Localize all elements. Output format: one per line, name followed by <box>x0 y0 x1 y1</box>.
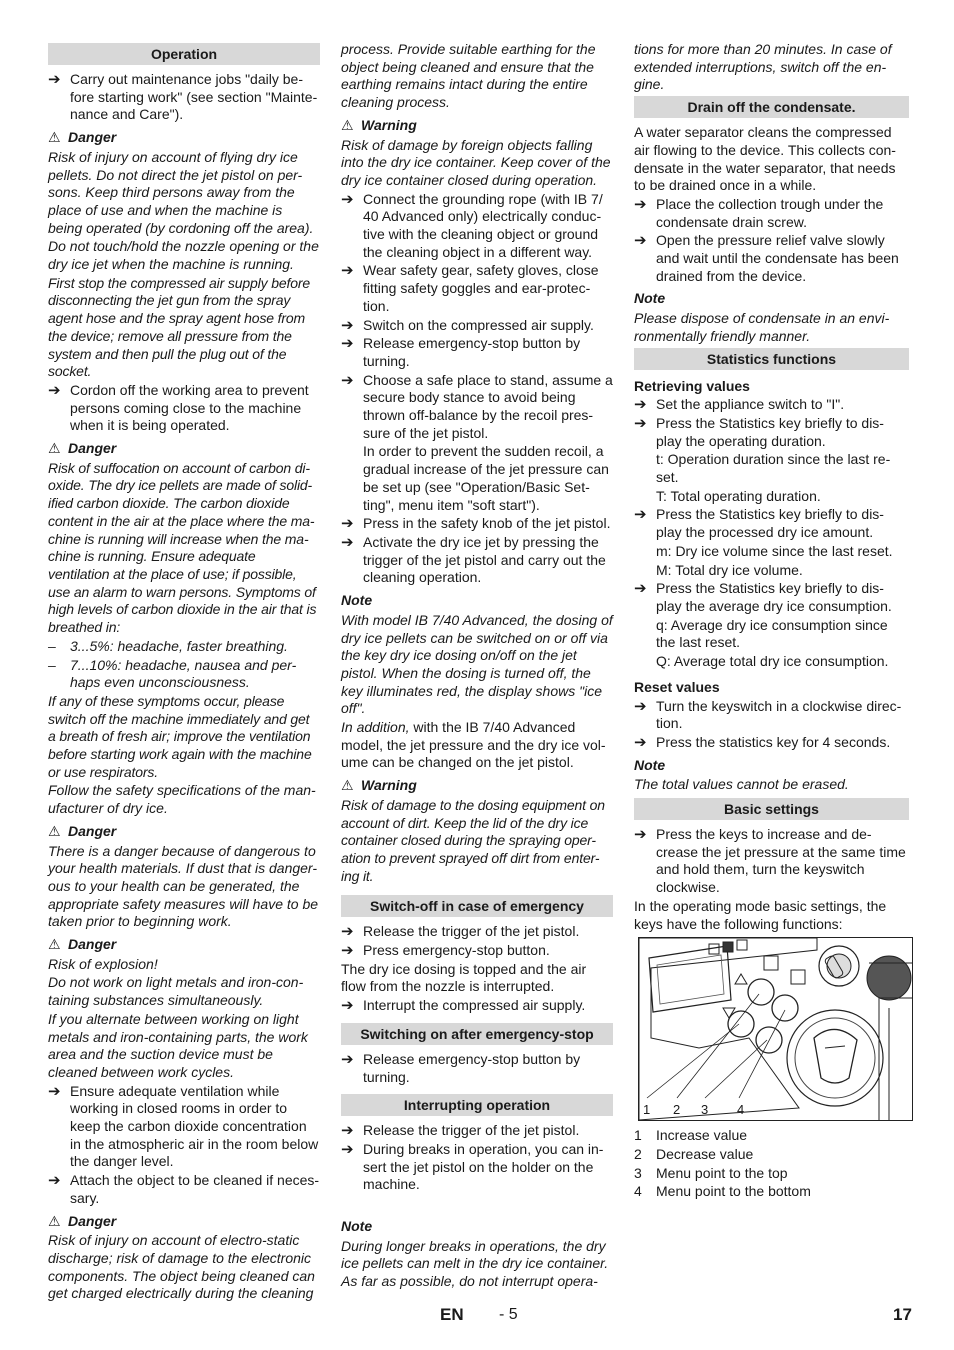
arrow-right-icon: ➔ <box>634 826 647 844</box>
warning-triangle-icon: ⚠ <box>48 440 61 457</box>
arrow-right-icon: ➔ <box>634 697 647 715</box>
arrow-right-icon: ➔ <box>634 396 647 414</box>
arrow-right-icon: ➔ <box>48 381 61 399</box>
danger-text: If you alternate between working on light metals and iron-containing parts, the work area and the suction device must be cleaned between work cycles. <box>48 1010 308 1080</box>
column-2 <box>341 41 613 1292</box>
footer-section-page: - 5 <box>499 1306 518 1323</box>
warning-label: ⚠ Warning <box>341 777 417 794</box>
arrow-right-icon: ➔ <box>341 533 354 551</box>
footer-page-number: 17 <box>893 1305 912 1324</box>
danger-label: ⚠ Danger <box>48 822 117 839</box>
heading-basic-settings: Basic settings <box>634 798 909 820</box>
warning-label: ⚠ Warning <box>341 116 417 133</box>
danger-label: ⚠ Danger <box>48 129 117 146</box>
warning-triangle-icon: ⚠ <box>48 936 61 953</box>
danger-text: Follow the safety specifications of the man-ufacturer of dry ice. <box>48 782 316 817</box>
legend-item: 4 Menu point to the bottom <box>634 1183 811 1200</box>
arrow-right-icon: ➔ <box>634 506 647 524</box>
list-item-detail: q: Average dry ice consumption since the last reset. <box>656 616 888 651</box>
list-item: ➔ Press the Statistics key briefly to dis-play the operating duration. <box>634 414 884 449</box>
arrow-right-icon: ➔ <box>341 316 354 334</box>
list-item: ➔ Set the appliance switch to "I". <box>634 396 845 414</box>
footer-language: EN <box>440 1305 464 1324</box>
danger-text: Risk of explosion! <box>48 955 158 972</box>
heading-interrupting-operation: Interrupting operation <box>341 1094 613 1116</box>
list-item: ➔ Press the Statistics key briefly to dis-play the average dry ice consumption. <box>634 580 892 614</box>
list-item-detail: Q: Average total dry ice consumption. <box>656 653 889 670</box>
list-item-detail: In order to prevent the sudden recoil, a gradual increase of the jet pressure can be set up (see "Operation/Basic Set-ting", menu item "soft start"). <box>363 443 609 513</box>
figure-label-1: 1 <box>643 1102 651 1118</box>
warning-triangle-icon: ⚠ <box>48 822 61 839</box>
list-item-detail: T: Total operating duration. <box>656 487 821 504</box>
control-panel-figure <box>638 937 913 1121</box>
danger-text: Do not work on light metals and iron-con-taining substances simultaneously. <box>48 974 304 1009</box>
note-label: Note <box>341 1218 373 1235</box>
danger-label: ⚠ Danger <box>48 1212 117 1229</box>
heading-operation: Operation <box>48 43 320 65</box>
list-item: ➔ Release emergency-stop button by turning. <box>341 1050 581 1085</box>
subheading-retrieving-values: Retrieving values <box>634 377 750 394</box>
list-item: ➔ Wear safety gear, safety gloves, close fitting safety goggles and ear-protec-tion. <box>341 262 599 314</box>
legend-item: 3 Menu point to the top <box>634 1164 788 1181</box>
list-item: ➔ Release the trigger of the jet pistol. <box>341 1122 580 1140</box>
note-label: Note <box>634 756 666 773</box>
list-item: ➔ Carry out maintenance jobs "daily be-fore starting work" (see section "Mainte-nance and Care"). <box>48 71 318 123</box>
arrow-right-icon: ➔ <box>48 1082 61 1100</box>
list-item: ➔ Switch on the compressed air supply. <box>341 316 594 334</box>
arrow-right-icon: ➔ <box>634 232 647 250</box>
column-1 <box>48 41 320 1304</box>
danger-text: Risk of injury on account of electro-static discharge; risk of damage to the electronic components. The object being cleaned can get charged electrically during the cleaning <box>48 1232 315 1302</box>
arrow-right-icon: ➔ <box>341 997 354 1015</box>
legend-item: 2 Decrease value <box>634 1145 754 1162</box>
danger-text: Risk of suffocation on account of carbon di-oxide. The dry ice pellets are made of solid-ified carbon dioxide. The carbon dioxide content in the air at the place where the ma-chine is running will increase when the ma-chine is running. Ensure adequate ventilation at the place of use; if possible, use an alarm to warn persons. Symptoms of high levels of carbon dioxide in the air that is breathed in: <box>48 459 317 636</box>
figure-label-4: 4 <box>737 1102 745 1118</box>
warning-triangle-icon: ⚠ <box>341 116 354 133</box>
warning-triangle-icon: ⚠ <box>48 129 61 146</box>
list-item: ➔ Connect the grounding rope (with IB 7/ 40 Advanced only) electrically conduc-tive with the cleaning object or ground the cleaning object in a different way. <box>341 190 603 260</box>
danger-text: There is a danger because of dangerous to your health materials. If dust that is danger-ous to your health can be generated, the appropriate safety measures will have to be taken prior to beginning work. <box>48 842 319 930</box>
column-3 <box>634 41 909 1202</box>
warning-text: Risk of damage by foreign objects falling into the dry ice container. Keep cover of the dry ice container closed during operation. <box>341 136 611 188</box>
list-item: ➔ During breaks in operation, you can in-sert the jet pistol on the holder on the machine. <box>341 1140 604 1193</box>
legend-item: 1 Increase value <box>634 1127 748 1144</box>
list-item: ➔ Activate the dry ice jet by pressing the trigger of the jet pistol and carry out the cleaning operation. <box>341 533 606 586</box>
danger-label: ⚠ Danger <box>48 440 117 457</box>
arrow-right-icon: ➔ <box>48 1172 61 1190</box>
list-item: ➔ Press the Statistics key briefly to dis-play the processed dry ice amount. <box>634 506 884 541</box>
body-text: In the operating mode basic settings, the keys have the following functions: <box>634 897 887 932</box>
heading-drain-condensate: Drain off the condensate. <box>634 96 909 118</box>
heading-switching-on: Switching on after emergency-stop <box>341 1023 613 1045</box>
arrow-right-icon: ➔ <box>341 371 354 389</box>
danger-text-continued: process. Provide suitable earthing for the object being cleaned and ensure that the earthing remains intact during the entire cleaning process. <box>341 41 596 111</box>
danger-text: Do not touch/hold the nozzle opening or the dry ice jet when the machine is running. <box>48 238 319 273</box>
list-item: – 3...5%: headache, faster breathing. <box>48 637 288 654</box>
list-item: ➔ Press emergency-stop button. <box>341 942 550 960</box>
list-item: ➔ Press the keys to increase and de-crease the jet pressure at the same time and hold them, turn the keyswitch clockwise. <box>634 826 906 896</box>
danger-label: ⚠ Danger <box>48 936 117 953</box>
figure-label-3: 3 <box>701 1102 709 1118</box>
list-item: ➔ Release the trigger of the jet pistol. <box>341 923 580 941</box>
note-text: The total values cannot be erased. <box>634 776 849 793</box>
note-label: Note <box>341 592 373 609</box>
body-text: The dry ice dosing is topped and the air flow from the nozzle is interrupted. <box>341 960 587 995</box>
list-item: ➔ Attach the object to be cleaned if neces-sary. <box>48 1172 320 1206</box>
subheading-reset-values: Reset values <box>634 678 720 695</box>
body-text: A water separator cleans the compressed air flowing to the device. This collects con-densate in the water separator, that needs to be drained once in a while. <box>634 124 896 194</box>
control-panel-drawing <box>639 938 912 1120</box>
heading-switch-off-emergency: Switch-off in case of emergency <box>341 895 613 917</box>
list-item: ➔ Interrupt the compressed air supply. <box>341 997 586 1015</box>
arrow-right-icon: ➔ <box>634 733 647 751</box>
list-item-detail: M: Total dry ice volume. <box>656 561 803 578</box>
arrow-right-icon: ➔ <box>341 335 354 353</box>
danger-text: Risk of injury on account of flying dry ice pellets. Do not direct the jet pistol on per-sons. Keep third persons away from the place of use and when the machine is being operated (by cordoning off the area). <box>48 148 314 236</box>
warning-text: Risk of damage to the dosing equipment on account of dirt. Keep the lid of the dry ice container closed during the spraying oper-ation to prevent sprayed off dirt from enter-ing it. <box>341 796 605 884</box>
arrow-right-icon: ➔ <box>341 515 354 533</box>
list-item: – 7...10%: headache, nausea and per-haps even unconsciousness. <box>48 656 297 691</box>
note-text: Please dispose of condensate in an envi-ronmentally friendly manner. <box>634 310 890 344</box>
arrow-right-icon: ➔ <box>634 414 647 432</box>
list-item-detail: t: Operation duration since the last re-set. <box>656 451 891 486</box>
arrow-right-icon: ➔ <box>341 1122 354 1140</box>
arrow-right-icon: ➔ <box>341 262 354 280</box>
list-item: ➔ Choose a safe place to stand, assume a secure body stance to avoid being thrown off-balance by the recoil pres-sure of the jet pistol. <box>341 371 613 441</box>
arrow-right-icon: ➔ <box>341 1140 354 1158</box>
list-item: ➔ Press the statistics key for 4 seconds. <box>634 733 891 751</box>
danger-text: First stop the compressed air supply before disconnecting the jet gun from the spray agent hose and the spray agent hose from the device; remove all pressure from the system and then pull the plug out of the socket. <box>48 274 311 380</box>
arrow-right-icon: ➔ <box>48 71 61 88</box>
heading-statistics-functions: Statistics functions <box>634 348 909 370</box>
list-item: ➔ Place the collection trough under the condensate drain screw. <box>634 195 884 230</box>
arrow-right-icon: ➔ <box>341 190 354 208</box>
danger-text: If any of these symptoms occur, please switch off the machine immediately and get a breath of fresh air; improve the ventilation before starting work again with the machine or use respirators. <box>48 692 312 780</box>
arrow-right-icon: ➔ <box>341 923 354 941</box>
arrow-right-icon: ➔ <box>341 942 354 960</box>
figure-label-2: 2 <box>673 1102 681 1118</box>
list-item: ➔ Turn the keyswitch in a clockwise direc-tion. <box>634 697 902 732</box>
list-item: ➔ Release emergency-stop button by turning. <box>341 335 581 369</box>
list-item: ➔ Press in the safety knob of the jet pistol. <box>341 515 611 533</box>
arrow-right-icon: ➔ <box>634 195 647 213</box>
note-label: Note <box>634 290 666 307</box>
note-text: In addition, with the IB 7/40 Advanced model, the jet pressure and the dry ice vol-ume can be changed on the jet pistol. <box>341 719 606 771</box>
list-item-detail: m: Dry ice volume since the last reset. <box>656 542 893 559</box>
note-text-continued: tions for more than 20 minutes. In case of extended interruptions, switch off the en-gine. <box>634 41 892 93</box>
note-text: With model IB 7/40 Advanced, the dosing of dry ice pellets can be switched on or off via the key dry ice dosing on/off on the jet pistol. When the dosing is turned off, the key illuminates red, the display shows "ice off". <box>341 611 613 717</box>
note-text: During longer breaks in operations, the dry ice pellets can melt in the dry ice container. As far as possible, do not interrupt opera- <box>341 1237 609 1290</box>
warning-triangle-icon: ⚠ <box>341 777 354 794</box>
warning-triangle-icon: ⚠ <box>48 1212 61 1229</box>
list-item: ➔ Cordon off the working area to prevent persons coming close to the machine when it is being operated. <box>48 381 309 434</box>
arrow-right-icon: ➔ <box>341 1050 354 1068</box>
list-item: ➔ Ensure adequate ventilation while working in closed rooms in order to keep the carbon dioxide concentration in the atmospheric air in the room below the danger level. <box>48 1082 319 1170</box>
arrow-right-icon: ➔ <box>634 580 647 598</box>
list-item: ➔ Open the pressure relief valve slowly and wait until the condensate has been drained from the device. <box>634 232 899 284</box>
